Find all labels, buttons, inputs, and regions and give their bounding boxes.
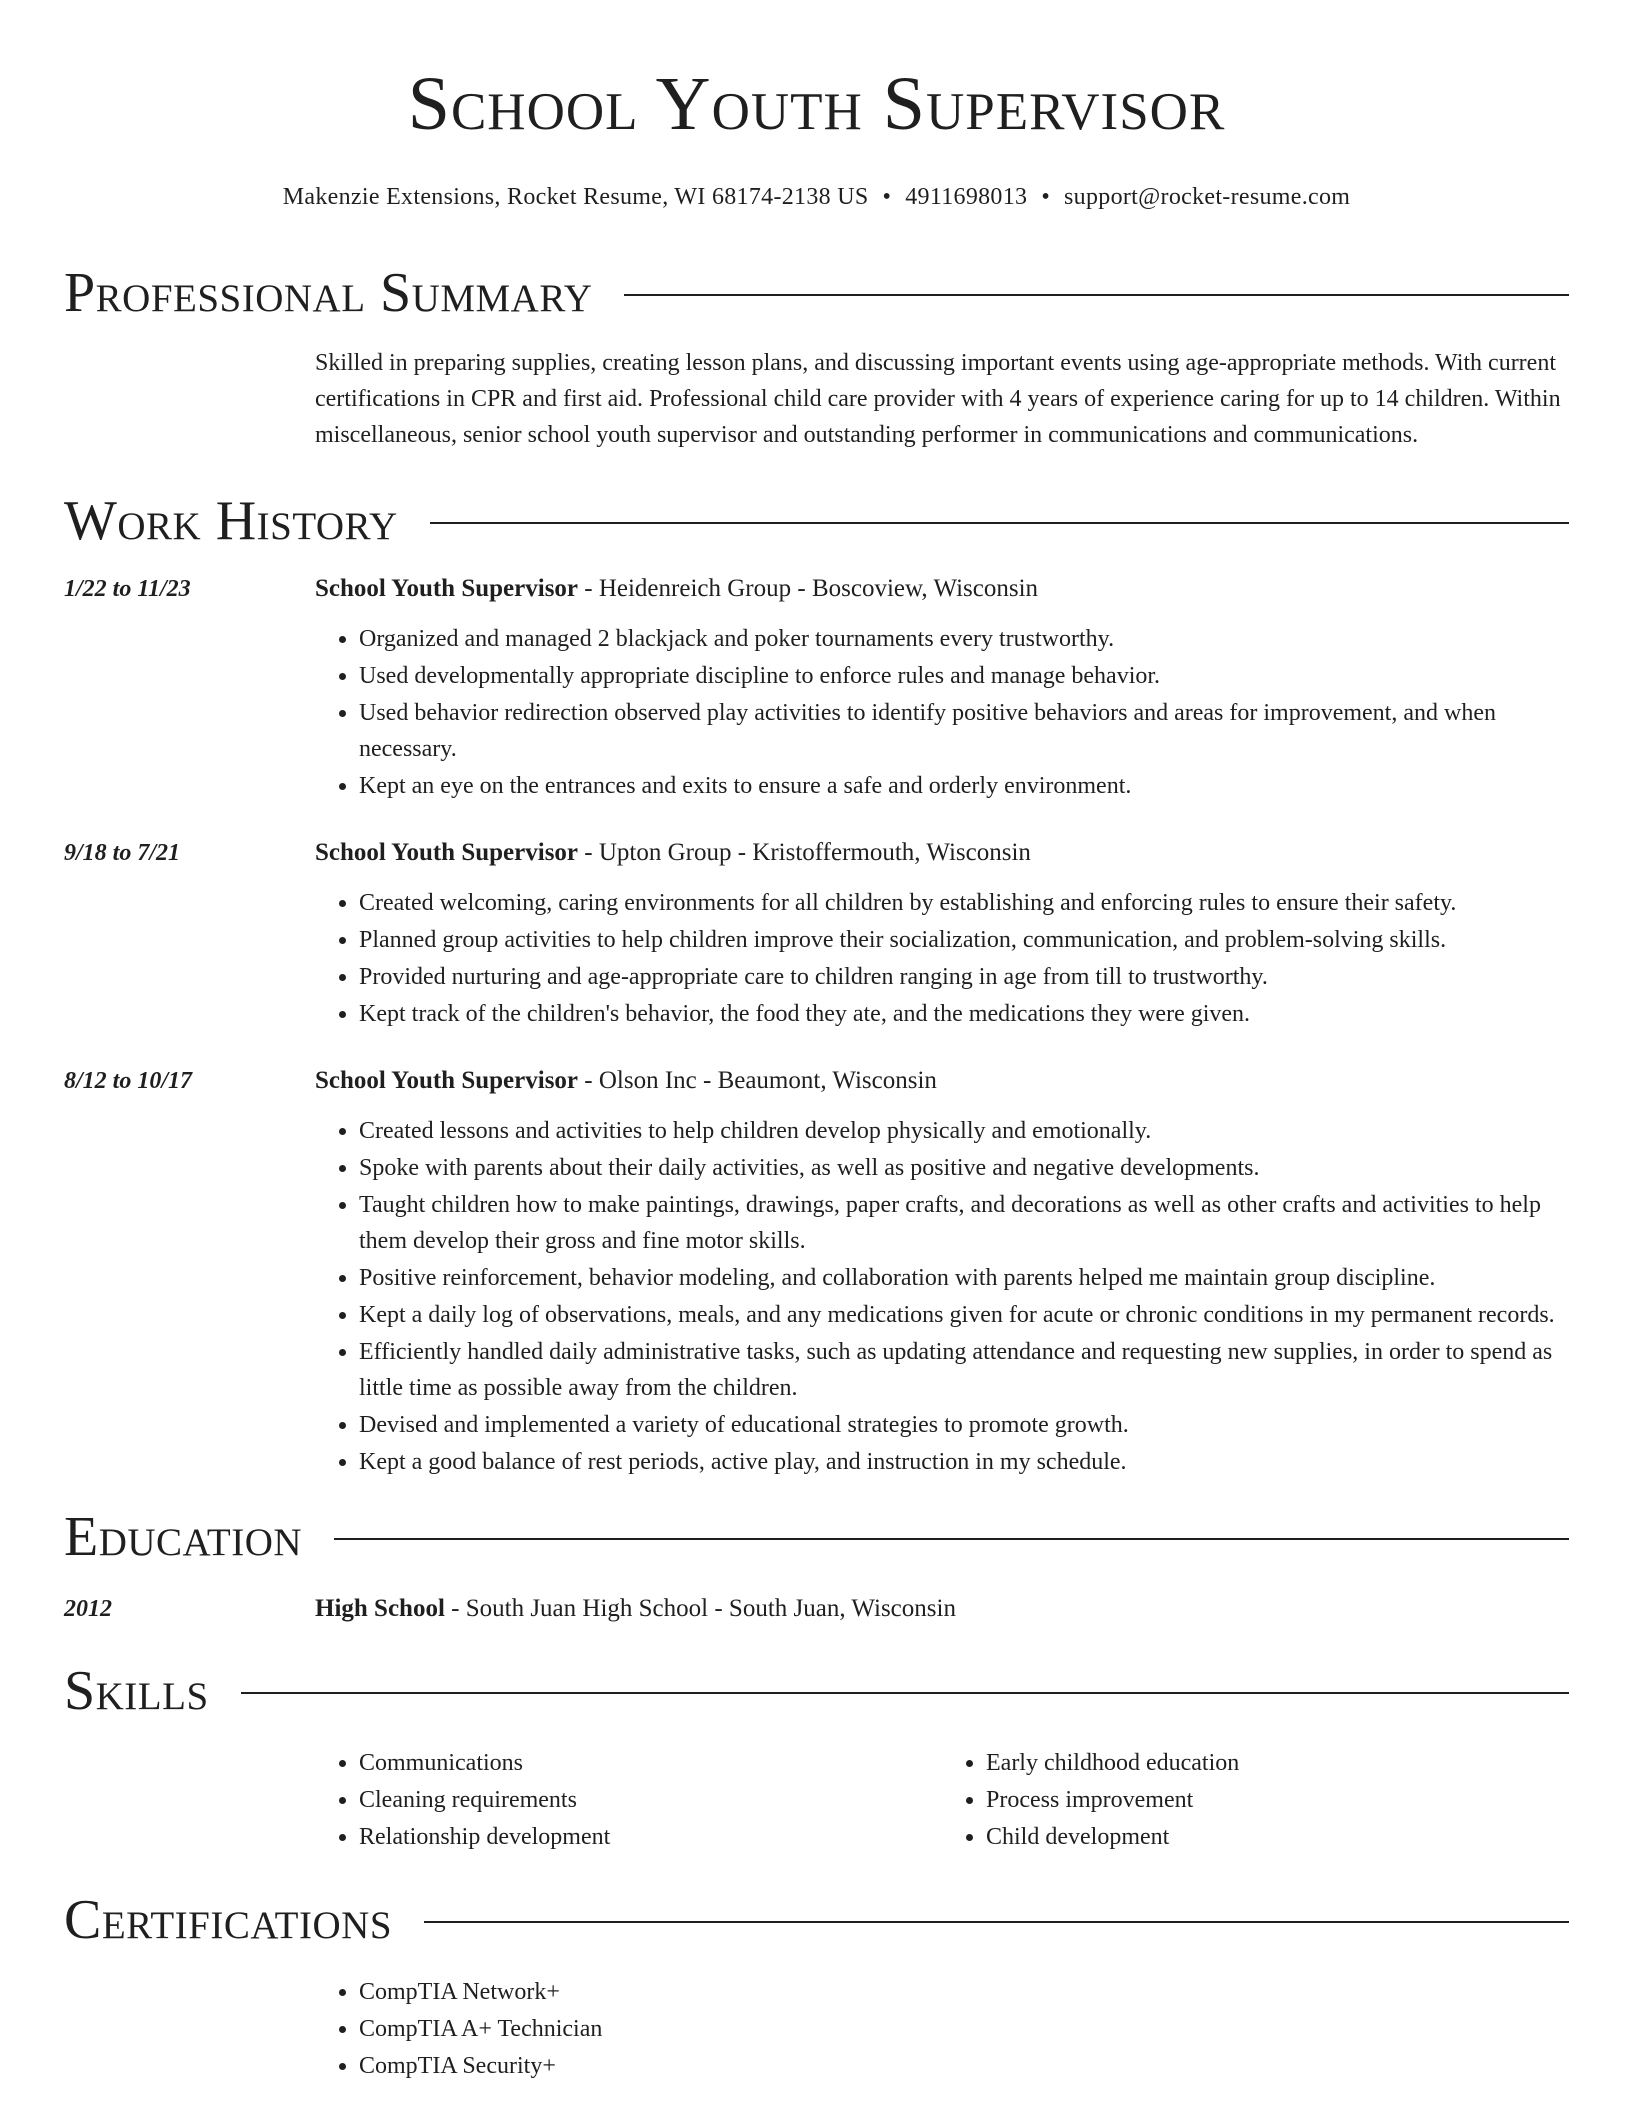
skills-row xyxy=(64,1723,1569,1856)
section-divider xyxy=(424,1921,1569,1923)
contact-address: Makenzie Extensions, Rocket Resume, WI 68174-2138 US xyxy=(282,184,869,210)
certifications-left-spacer xyxy=(64,1952,315,2085)
section-divider xyxy=(334,1538,1569,1540)
job-bullet: • Used developmentally appropriate discipline to enforce rules and manage behavior. xyxy=(359,658,1569,694)
education-section-header xyxy=(64,1505,1569,1569)
job-bullet: • Devised and implemented a variety of educational strategies to promote growth. xyxy=(359,1407,1569,1443)
certifications-row xyxy=(64,1952,1569,2085)
skills-left-spacer xyxy=(64,1723,315,1856)
education-details-line xyxy=(315,1591,1569,1627)
contact-separator: • xyxy=(1041,184,1051,210)
job-dates: 1/22 to 11/23 xyxy=(64,576,191,602)
education-section-title: Education xyxy=(64,1506,303,1568)
job-entry xyxy=(64,1063,1569,1481)
certification-item: • CompTIA A+ Technician xyxy=(359,2011,1569,2047)
job-body xyxy=(315,571,1569,805)
job-bullet: • Organized and managed 2 blackjack and poker tournaments every trustworthy. xyxy=(359,621,1569,657)
education-entry xyxy=(64,1591,1569,1627)
summary-section-title: Professional Summary xyxy=(64,262,593,324)
job-body xyxy=(315,1063,1569,1481)
job-title-line xyxy=(315,1063,1569,1099)
job-title: School Youth Supervisor xyxy=(315,839,579,866)
job-bullet: • Provided nurturing and age-appropriate care to children ranging in age from till to trustworthy. xyxy=(359,959,1569,995)
job-bullets xyxy=(315,885,1569,1032)
contact-email: support@rocket-resume.com xyxy=(1064,184,1351,210)
job-entry xyxy=(64,571,1569,805)
job-bullet: • Efficiently handled daily administrative tasks, such as updating attendance and requesting new supplies, in order to spend as little time as possible away from the children. xyxy=(359,1334,1569,1406)
skills-list-right xyxy=(942,1745,1569,1856)
job-bullet: • Planned group activities to help children improve their socialization, communication, and problem-solving skills. xyxy=(359,922,1569,958)
contact-phone: 4911698013 xyxy=(905,184,1028,210)
skills-section-title: Skills xyxy=(64,1660,209,1722)
section-divider xyxy=(624,294,1569,296)
education-school: - South Juan High School - South Juan, Wisconsin xyxy=(444,1595,956,1622)
job-bullet: • Kept track of the children's behavior, the food they ate, and the medications they were given. xyxy=(359,996,1569,1032)
job-dates: 9/18 to 7/21 xyxy=(64,840,181,866)
work-history-list xyxy=(64,571,1569,1481)
job-entry xyxy=(64,835,1569,1033)
job-bullet: • Kept an eye on the entrances and exits to ensure a safe and orderly environment. xyxy=(359,768,1569,804)
job-body xyxy=(315,835,1569,1033)
education-year: 2012 xyxy=(64,1596,112,1622)
section-divider xyxy=(241,1692,1569,1694)
job-bullet: • Created welcoming, caring environments for all children by establishing and enforcing rules to ensure their safety. xyxy=(359,885,1569,921)
work-section-header xyxy=(64,489,1569,553)
certification-item: • CompTIA Network+ xyxy=(359,1974,1569,2010)
summary-row xyxy=(64,345,1569,453)
certification-item: • CompTIA Security+ xyxy=(359,2048,1569,2084)
skill-item: • Relationship development xyxy=(359,1819,942,1855)
skills-list-left xyxy=(315,1745,942,1856)
skill-item: • Child development xyxy=(986,1819,1569,1855)
job-title: School Youth Supervisor xyxy=(315,575,579,602)
section-divider xyxy=(430,522,1569,524)
job-employer-location: - Upton Group - Kristoffermouth, Wisconsin xyxy=(578,839,1031,866)
certifications-section-title: Certifications xyxy=(64,1889,393,1951)
job-title-line xyxy=(315,835,1569,871)
skill-item: • Process improvement xyxy=(986,1782,1569,1818)
summary-left-spacer xyxy=(64,345,315,453)
certifications-column xyxy=(315,1952,1569,2085)
summary-text: Skilled in preparing supplies, creating lesson plans, and discussing important events using age-appropriate methods. With current certifications in CPR and first aid. Professional child care provider with 4 years of experience caring for up to 14 children. Within miscellaneous, senior school youth supervisor and outstanding performer in communications and communications. xyxy=(315,350,1561,448)
job-bullet: • Positive reinforcement, behavior modeling, and collaboration with parents helped me maintain group discipline. xyxy=(359,1260,1569,1296)
skill-item: • Cleaning requirements xyxy=(359,1782,942,1818)
certifications-list xyxy=(315,1974,1569,2084)
job-bullet: • Taught children how to make paintings, drawings, paper crafts, and decorations as well as other crafts and activities to help them develop their gross and fine motor skills. xyxy=(359,1187,1569,1259)
education-degree: High School xyxy=(315,1595,445,1622)
resume-name-heading: School Youth Supervisor xyxy=(407,62,1226,146)
job-title: School Youth Supervisor xyxy=(315,1067,579,1094)
skill-item: • Early childhood education xyxy=(986,1745,1569,1781)
summary-section-header xyxy=(64,261,1569,325)
job-employer-location: - Heidenreich Group - Boscoview, Wisconsin xyxy=(578,575,1039,602)
job-bullets xyxy=(315,1113,1569,1480)
job-employer-location: - Olson Inc - Beaumont, Wisconsin xyxy=(578,1067,937,1094)
job-title-line xyxy=(315,571,1569,607)
skills-section-header xyxy=(64,1659,1569,1723)
job-bullets xyxy=(315,621,1569,804)
job-bullet: • Kept a daily log of observations, meals, and any medications given for acute or chronic conditions in my permanent records. xyxy=(359,1297,1569,1333)
certifications-section-header xyxy=(64,1888,1569,1952)
job-bullet: • Spoke with parents about their daily activities, as well as positive and negative developments. xyxy=(359,1150,1569,1186)
contact-separator: • xyxy=(882,184,892,210)
job-bullet: • Used behavior redirection observed play activities to identify positive behaviors and areas for improvement, and when necessary. xyxy=(359,695,1569,767)
skill-item: • Communications xyxy=(359,1745,942,1781)
skills-columns xyxy=(315,1745,1569,1856)
job-bullet: • Kept a good balance of rest periods, active play, and instruction in my schedule. xyxy=(359,1444,1569,1480)
work-section-title: Work History xyxy=(64,490,398,552)
job-bullet: • Created lessons and activities to help children develop physically and emotionally. xyxy=(359,1113,1569,1149)
job-dates: 8/12 to 10/17 xyxy=(64,1068,193,1094)
contact-line xyxy=(64,184,1569,211)
resume-page xyxy=(64,0,1569,2085)
